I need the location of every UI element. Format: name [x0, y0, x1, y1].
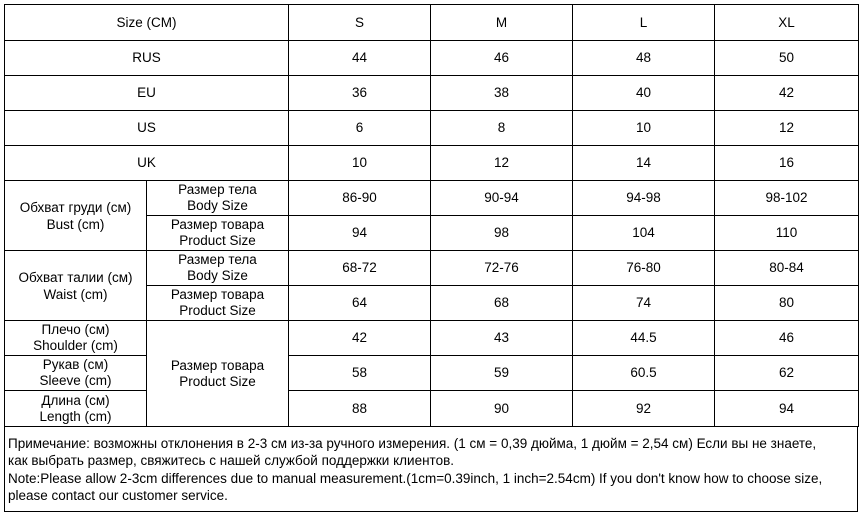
- table-cell: 60.5: [573, 356, 715, 391]
- table-cell: 44: [289, 41, 431, 76]
- table-cell: 14: [573, 146, 715, 181]
- table-cell: 38: [431, 76, 573, 111]
- table-cell: 98-102: [715, 181, 859, 216]
- table-cell: 104: [573, 216, 715, 251]
- row-label-eu: EU: [5, 76, 289, 111]
- shoulder-row: [5, 321, 859, 356]
- size-chart: [4, 4, 858, 515]
- bust-body-row: [5, 181, 859, 216]
- shoulder-label: [5, 321, 147, 356]
- bust-label-ru: Обхват груди (см): [19, 199, 132, 215]
- waist-label: [5, 251, 147, 321]
- table-cell: 88: [289, 391, 431, 427]
- sleeve-label-ru: Рукав (см): [42, 357, 109, 372]
- sleeve-label: [5, 356, 147, 391]
- table-cell: 44.5: [573, 321, 715, 356]
- table-cell: 80: [715, 286, 859, 321]
- measurement-note: [4, 427, 858, 512]
- eu-row: [5, 76, 859, 111]
- uk-row: [5, 146, 859, 181]
- table-cell: 10: [289, 146, 431, 181]
- body-size-ru: Размер тела: [178, 182, 257, 197]
- table-cell: 98: [431, 216, 573, 251]
- product-size-en: Product Size: [179, 373, 256, 389]
- table-cell: 68-72: [289, 251, 431, 286]
- table-cell: 94: [289, 216, 431, 251]
- bust-body-size-label: [147, 181, 289, 216]
- table-cell: 12: [715, 111, 859, 146]
- bust-label-en: Bust (cm): [46, 216, 105, 232]
- waist-body-size-label: [147, 251, 289, 286]
- table-cell: 92: [573, 391, 715, 427]
- note-en-line-1: Note:Please allow 2-3cm differences due to manual measurement.(1cm=0.39inch, 1 inch=2.54cm) If you don't know how to choose size,: [8, 470, 823, 486]
- length-label: [5, 391, 147, 427]
- table-cell: 86-90: [289, 181, 431, 216]
- rus-row: [5, 41, 859, 76]
- size-table: [4, 4, 859, 427]
- shoulder-label-ru: Плечо (см): [41, 322, 110, 337]
- length-row: [5, 391, 859, 427]
- table-cell: 62: [715, 356, 859, 391]
- header-row: [5, 5, 859, 41]
- waist-label-ru: Обхват талии (см): [18, 269, 133, 285]
- table-cell: 12: [431, 146, 573, 181]
- table-cell: 48: [573, 41, 715, 76]
- table-cell: 10: [573, 111, 715, 146]
- table-cell: 42: [715, 76, 859, 111]
- table-cell: 64: [289, 286, 431, 321]
- table-cell: 90: [431, 391, 573, 427]
- bust-label: [5, 181, 147, 251]
- product-size-ru: Размер товара: [170, 217, 265, 232]
- size-cm-header: Size (CM): [5, 5, 289, 41]
- product-size-en: Product Size: [179, 233, 256, 248]
- row-label-uk: UK: [5, 146, 289, 181]
- table-cell: 40: [573, 76, 715, 111]
- table-cell: 46: [715, 321, 859, 356]
- table-cell: 94: [715, 391, 859, 427]
- size-m-header: M: [431, 5, 573, 41]
- table-cell: 74: [573, 286, 715, 321]
- size-s-header: S: [289, 5, 431, 41]
- note-en-line-2: please contact our customer service.: [8, 488, 228, 504]
- sleeve-row: [5, 356, 859, 391]
- table-cell: 72-76: [431, 251, 573, 286]
- garment-product-size-label: [147, 321, 289, 427]
- table-cell: 68: [431, 286, 573, 321]
- length-label-en: Length (cm): [39, 408, 112, 424]
- table-cell: 58: [289, 356, 431, 391]
- table-cell: 76-80: [573, 251, 715, 286]
- product-size-ru: Размер товара: [170, 287, 265, 302]
- table-cell: 42: [289, 321, 431, 356]
- table-cell: 6: [289, 111, 431, 146]
- bust-product-size-label: [147, 216, 289, 251]
- table-cell: 50: [715, 41, 859, 76]
- table-cell: 80-84: [715, 251, 859, 286]
- body-size-ru: Размер тела: [178, 252, 257, 267]
- table-cell: 90-94: [431, 181, 573, 216]
- waist-label-en: Waist (cm): [43, 286, 108, 302]
- table-cell: 36: [289, 76, 431, 111]
- shoulder-label-en: Shoulder (cm): [33, 338, 118, 353]
- row-label-rus: RUS: [5, 41, 289, 76]
- length-label-ru: Длина (см): [41, 392, 110, 408]
- product-size-ru: Размер товара: [170, 357, 265, 373]
- note-ru-line-2: как выбрать размер, свяжитесь с нашей службой поддержки клиентов.: [8, 453, 455, 469]
- table-cell: 94-98: [573, 181, 715, 216]
- us-row: [5, 111, 859, 146]
- product-size-en: Product Size: [179, 303, 256, 318]
- table-cell: 59: [431, 356, 573, 391]
- table-cell: 8: [431, 111, 573, 146]
- waist-body-row: [5, 251, 859, 286]
- waist-product-size-label: [147, 286, 289, 321]
- note-ru-line-1: Примечание: возможны отклонения в 2-3 см из-за ручного измерения. (1 см = 0,39 дюйма, 1 дюйм = 2,54 см) Если вы не знаете,: [8, 436, 817, 451]
- size-l-header: L: [573, 5, 715, 41]
- size-xl-header: XL: [715, 5, 859, 41]
- sleeve-label-en: Sleeve (cm): [39, 373, 112, 388]
- body-size-en: Body Size: [187, 198, 248, 213]
- table-cell: 43: [431, 321, 573, 356]
- table-cell: 110: [715, 216, 859, 251]
- body-size-en: Body Size: [187, 268, 248, 283]
- table-cell: 16: [715, 146, 859, 181]
- row-label-us: US: [5, 111, 289, 146]
- table-cell: 46: [431, 41, 573, 76]
